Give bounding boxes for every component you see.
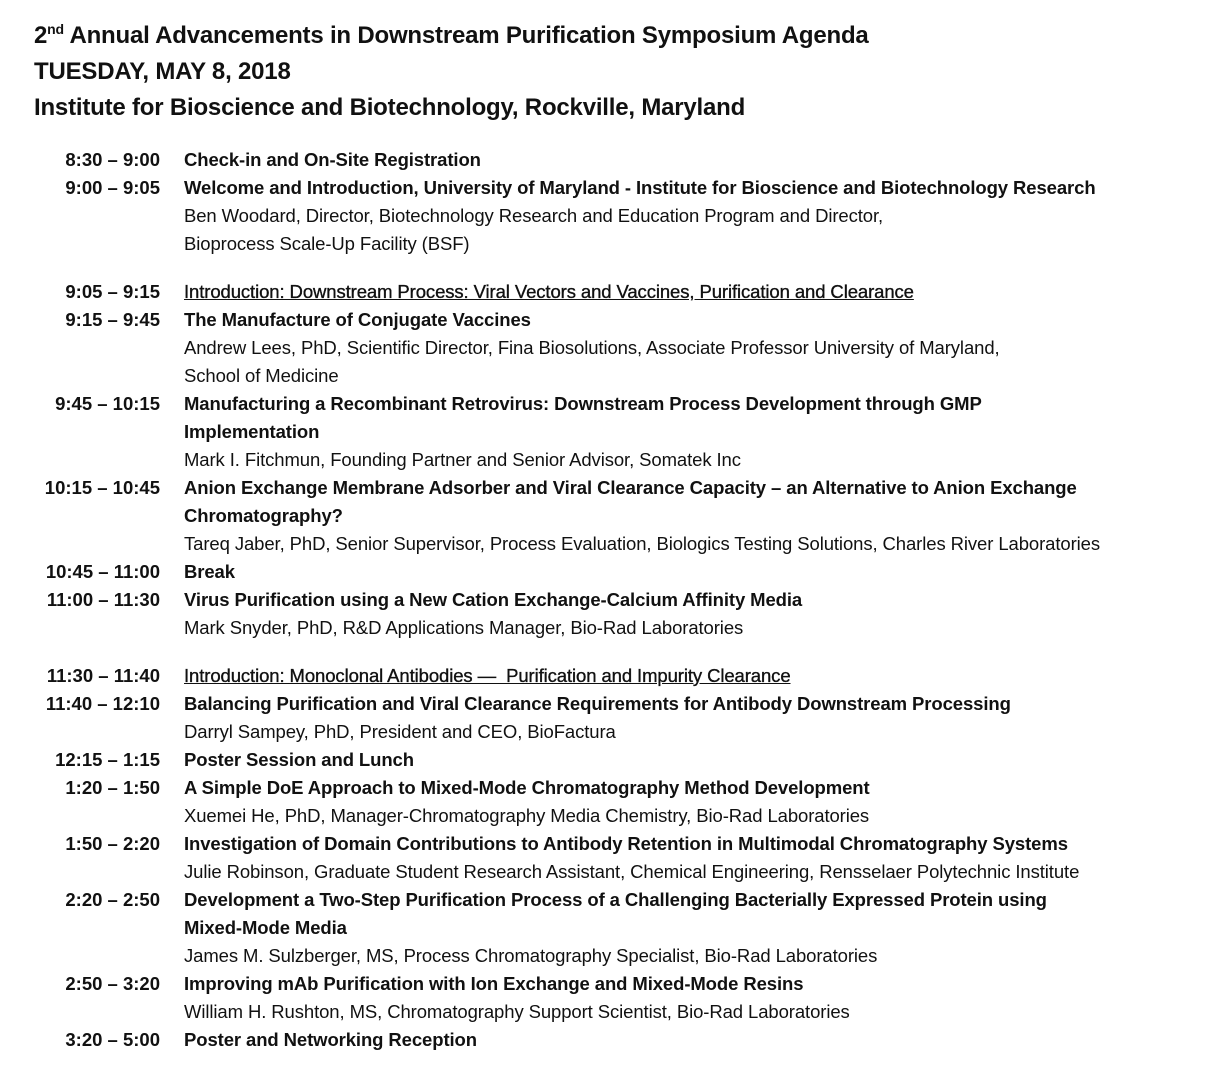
agenda-item (0, 886, 1222, 970)
agenda-title: Anion Exchange Membrane Adsorber and Viral Clearance Capacity – an Alternative to Anion Exchange (184, 477, 1077, 498)
agenda-time: 9:00 – 9:05 (65, 177, 160, 198)
agenda-time: 9:05 – 9:15 (65, 281, 160, 302)
agenda-title: Virus Purification using a New Cation Exchange-Calcium Affinity Media (184, 589, 803, 610)
agenda-time: 10:15 – 10:45 (44, 477, 160, 498)
agenda-item (0, 174, 1222, 258)
agenda-speaker: Tareq Jaber, PhD, Senior Supervisor, Process Evaluation, Biologics Testing Solutions, Charles River Laboratories (184, 533, 1100, 554)
agenda-title: Break (184, 561, 235, 582)
section-spacer (0, 642, 1222, 662)
agenda-speaker: Xuemei He, PhD, Manager-Chromatography Media Chemistry, Bio-Rad Laboratories (184, 805, 870, 826)
agenda-header (34, 18, 1214, 126)
agenda-item (0, 586, 1222, 642)
agenda-time: 9:45 – 10:15 (55, 393, 160, 414)
title-ordinal-number: 2 (34, 22, 48, 49)
agenda-item (0, 558, 1222, 586)
agenda-time: 2:20 – 2:50 (65, 889, 160, 910)
agenda-time: 1:50 – 2:20 (65, 833, 160, 854)
agenda-time: 9:15 – 9:45 (65, 309, 160, 330)
agenda-item (0, 146, 1222, 174)
agenda-item (0, 474, 1222, 558)
agenda-section-heading (0, 662, 1222, 690)
agenda-title: Implementation (184, 421, 320, 442)
agenda-title: Manufacturing a Recombinant Retrovirus: Downstream Process Development through GMP (184, 393, 982, 414)
agenda-title: Check-in and On-Site Registration (184, 149, 481, 170)
agenda-title: Mixed-Mode Media (184, 917, 347, 938)
agenda-speaker: William H. Rushton, MS, Chromatography Support Scientist, Bio-Rad Laboratories (184, 1001, 850, 1022)
section-title: Introduction: Downstream Process: Viral Vectors and Vaccines, Purification and Clearance (184, 281, 914, 302)
agenda-item (0, 1026, 1222, 1054)
agenda-time: 8:30 – 9:00 (65, 149, 160, 170)
agenda-time: 12:15 – 1:15 (55, 749, 160, 770)
agenda-list (0, 146, 1222, 1054)
agenda-title: Investigation of Domain Contributions to Antibody Retention in Multimodal Chromatography Systems (184, 833, 1068, 854)
agenda-time: 3:20 – 5:00 (65, 1029, 160, 1050)
title-ordinal-suffix: nd (47, 21, 64, 37)
agenda-title: Improving mAb Purification with Ion Exchange and Mixed-Mode Resins (184, 973, 804, 994)
agenda-time: 11:40 – 12:10 (45, 693, 160, 714)
agenda-speaker: School of Medicine (184, 365, 339, 386)
agenda-section-heading (0, 278, 1222, 306)
agenda-item (0, 690, 1222, 746)
agenda-title: Development a Two-Step Purification Process of a Challenging Bacterially Expressed Protein using (184, 889, 1047, 910)
agenda-speaker: Ben Woodard, Director, Biotechnology Research and Education Program and Director, (184, 205, 884, 226)
agenda-speaker: Mark I. Fitchmun, Founding Partner and Senior Advisor, Somatek Inc (184, 449, 741, 470)
agenda-speaker: Darryl Sampey, PhD, President and CEO, BioFactura (184, 721, 616, 742)
agenda-time: 10:45 – 11:00 (45, 561, 160, 582)
agenda-item (0, 970, 1222, 1026)
agenda-speaker: Julie Robinson, Graduate Student Research Assistant, Chemical Engineering, Rensselaer Polytechnic Institute (184, 861, 1080, 882)
agenda-speaker: Mark Snyder, PhD, R&D Applications Manager, Bio-Rad Laboratories (184, 617, 744, 638)
agenda-speaker: James M. Sulzberger, MS, Process Chromatography Specialist, Bio-Rad Laboratories (184, 945, 878, 966)
agenda-time: 11:30 – 11:40 (46, 665, 160, 686)
agenda-title: The Manufacture of Conjugate Vaccines (184, 309, 531, 330)
page-title (34, 18, 1214, 54)
agenda-time: 2:50 – 3:20 (65, 973, 160, 994)
agenda-item (0, 746, 1222, 774)
agenda-speaker: Bioprocess Scale-Up Facility (BSF) (184, 233, 470, 254)
agenda-item (0, 390, 1222, 474)
event-date: TUESDAY, MAY 8, 2018 (34, 58, 291, 85)
agenda-title: Welcome and Introduction, University of Maryland - Institute for Bioscience and Biotechnology Research (184, 177, 1096, 198)
agenda-title: A Simple DoE Approach to Mixed-Mode Chromatography Method Development (184, 777, 870, 798)
agenda-time: 1:20 – 1:50 (65, 777, 160, 798)
agenda-time: 11:00 – 11:30 (46, 589, 160, 610)
agenda-title: Balancing Purification and Viral Clearance Requirements for Antibody Downstream Processing (184, 693, 1011, 714)
agenda-speaker: Andrew Lees, PhD, Scientific Director, Fina Biosolutions, Associate Professor University of Maryland, (184, 337, 1000, 358)
agenda-item (0, 830, 1222, 886)
agenda-item (0, 306, 1222, 390)
event-venue: Institute for Bioscience and Biotechnology, Rockville, Maryland (34, 94, 746, 121)
title-text: Annual Advancements in Downstream Purification Symposium Agenda (63, 22, 869, 49)
section-title: Introduction: Monoclonal Antibodies — Purification and Impurity Clearance (184, 665, 791, 686)
agenda-title: Chromatography? (184, 505, 343, 526)
agenda-title: Poster and Networking Reception (184, 1029, 477, 1050)
agenda-item (0, 774, 1222, 830)
agenda-title: Poster Session and Lunch (184, 749, 414, 770)
section-spacer (0, 258, 1222, 278)
